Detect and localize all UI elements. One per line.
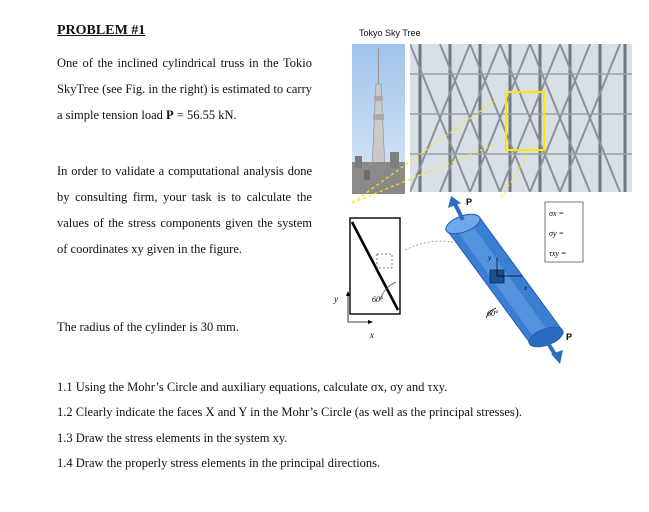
problem-paragraph-1 (57, 50, 312, 128)
paragraph-1-text: One of the inclined cylindrical truss in the Tokio SkyTree (see Fig. in the right) is estimated to carry a simple tension load (57, 56, 312, 122)
load-value: = 56.55 kN. (173, 108, 237, 122)
stress-xy-label: τxy = (549, 249, 567, 258)
axis-y-label: y (334, 294, 338, 304)
axis-x-arrow (368, 320, 373, 324)
axis-x-label: x (370, 330, 374, 340)
load-label-bottom: P (566, 332, 573, 342)
question-1-1: 1.1 Using the Mohr’s Circle and auxiliary equations, calculate σx, σy and τxy. (57, 380, 448, 394)
question-1-3: 1.3 Draw the stress elements in the system xy. (57, 431, 288, 445)
angle-label-1: 60° (372, 295, 384, 304)
angle-label-2: 60° (487, 309, 499, 318)
figure-caption: Tokyo Sky Tree (359, 28, 421, 38)
elem-axis-y-label: y (488, 254, 492, 262)
load-symbol: P (166, 108, 174, 122)
stress-y-label: σy = (549, 229, 564, 238)
load-label-top: P (466, 197, 473, 207)
problem-title: PROBLEM #1 (57, 23, 146, 38)
question-1-4: 1.4 Draw the properly stress elements in the principal directions. (57, 456, 381, 470)
problem-paragraph-2: In order to validate a computational analysis done by consulting firm, your task is to calculate the values of the stress components given the system of coordinates xy given in the figure. (57, 164, 312, 256)
stress-x-label: σx = (549, 209, 564, 218)
elem-axis-x-label: x (524, 284, 528, 292)
stress-diagram (300, 190, 640, 370)
radius-statement: The radius of the cylinder is 30 mm. (57, 320, 239, 334)
question-1-2: 1.2 Clearly indicate the faces X and Y in the Mohr’s Circle (as well as the principal stresses). (57, 405, 523, 419)
